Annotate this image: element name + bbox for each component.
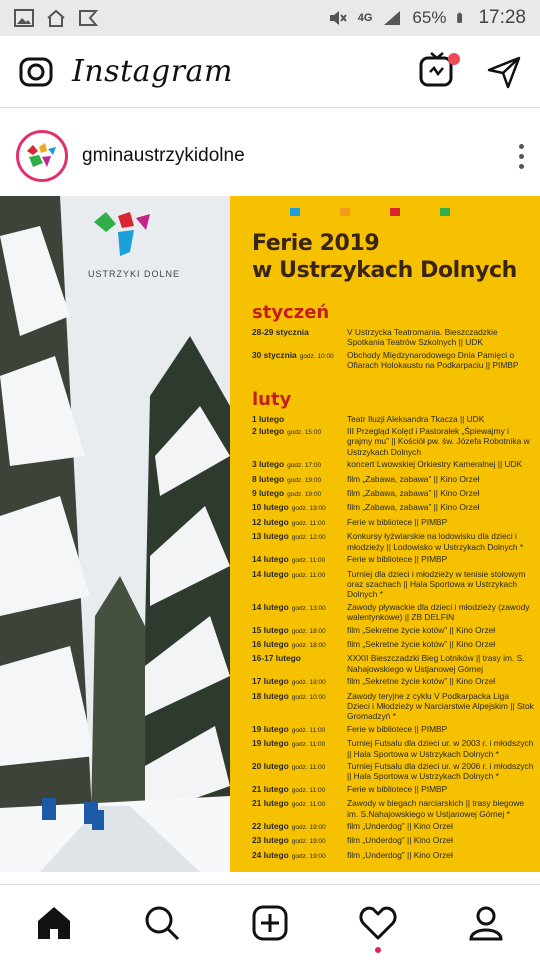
event-row [230, 569, 540, 600]
search-icon [144, 905, 180, 941]
signal-icon [382, 9, 402, 27]
event-date-text: 17 lutego [252, 676, 289, 687]
event-text: Turniej Futsalu dla dzieci ur. w 2006 r. i młodszych || Hala Sportowa w Ustrzykach Dolnych * [347, 761, 534, 782]
event-date-text: 21 lutego [252, 798, 289, 809]
event-text: Turniej dla dzieci i młodzieży w tenisie stołowym oraz szachach || Hala Sportowa w Ustrzykach Dolnych * [347, 568, 526, 600]
event-row [230, 474, 540, 486]
event-text: film „Sekretne życie kotów” || Kino Orzeł [347, 676, 496, 687]
event-text: film „Sekretne życie kotów” || Kino Orzeł [347, 624, 496, 635]
event-text: III Przegląd Kolęd i Pastorałek „Śpiewajmy i grajmy mu” || Kościół pw. św. Józefa Robotnika w Ustrzykach Dolnych [347, 426, 530, 457]
event-time: godz. 11:00 [291, 571, 326, 579]
event-row [230, 488, 540, 500]
event-time: godz. 18:00 [291, 627, 326, 635]
nav-search[interactable] [142, 903, 182, 943]
event-text: film „Underdog” || Kino Orzeł [347, 821, 453, 832]
event-time: godz. 19:00 [291, 852, 326, 860]
event-text: Ferie w bibliotece || PIMBP [347, 516, 448, 527]
month-january: styczeń [252, 302, 330, 323]
event-time: godz. 18:00 [291, 641, 326, 649]
event-date-text: 16 lutego [252, 638, 289, 649]
profile-icon [468, 905, 504, 941]
event-date [252, 426, 347, 457]
network-type: 4G [357, 12, 373, 24]
event-text: koncert Lwowskiej Orkiestry Kameralnej || UDK [347, 459, 523, 470]
camera-icon[interactable] [18, 54, 54, 90]
event-row [230, 738, 540, 759]
event-text: Teatr Iluzji Aleksandra Tkacza || UDK [347, 413, 485, 424]
event-date [252, 724, 347, 736]
color-dots [290, 208, 540, 216]
nav-profile[interactable] [466, 903, 506, 943]
event-time: godz. 18:00 [291, 679, 326, 687]
event-date-text: 24 lutego [252, 849, 289, 860]
igtv-button[interactable] [418, 50, 456, 93]
event-date [252, 602, 347, 623]
forest-illustration [0, 196, 230, 872]
event-time: godz. 11:00 [291, 519, 326, 527]
event-text: Ferie w bibliotece || PIMBP [347, 554, 448, 565]
event-time: godz. 11:00 [291, 764, 326, 771]
event-text: film „Underdog” || Kino Orzeł [347, 835, 453, 846]
event-date [252, 474, 347, 486]
event-date [252, 459, 347, 471]
event-date-text: 2 lutego [252, 426, 285, 437]
event-time: godz. 11:00 [291, 786, 326, 794]
post-header [0, 122, 540, 190]
event-text: Obchody Międzynarodowego Dnia Pamięci o Ofiarach Holokaustu na Podkarpaciu || PIMBP [347, 349, 519, 371]
event-text: Konkursy łyżwiarskie na lodowisku dla dzieci i młodzieży || Lodowisko w Ustrzykach Dolnych * [347, 531, 524, 552]
home-icon [36, 905, 72, 941]
event-row [230, 835, 540, 847]
event-row [230, 459, 540, 471]
mute-icon [328, 9, 348, 27]
event-text: Zawody teryjne z cyklu V Podkarpacka Liga Dzieci i Młodzieży w Narciarstwie Alpejskim || Stok Gromadzyń * [347, 690, 534, 722]
event-row [230, 327, 540, 348]
event-date [252, 676, 347, 688]
post-image[interactable] [0, 196, 540, 872]
event-date-text: 18 lutego [252, 690, 289, 701]
avatar[interactable] [16, 130, 68, 182]
battery-icon [456, 9, 468, 27]
event-date [252, 691, 347, 722]
poster-title-line1: Ferie 2019 [252, 231, 380, 256]
event-date-text: 14 lutego [252, 568, 289, 579]
event-text: film „Underdog” || Kino Orzeł [347, 849, 453, 860]
event-time: godz. 17:00 [287, 462, 322, 470]
event-time: godz. 10:00 [299, 352, 334, 360]
event-date-text: 19 lutego [252, 738, 289, 749]
event-date [252, 625, 347, 637]
event-date-text: 23 lutego [252, 835, 289, 846]
event-date [252, 798, 347, 819]
event-time: godz. 11:00 [291, 726, 326, 734]
event-row [230, 653, 540, 674]
event-time: godz. 11:00 [291, 741, 326, 749]
battery-percent: 65% [412, 8, 447, 27]
more-options-icon[interactable] [518, 144, 524, 169]
event-date-text: 19 lutego [252, 723, 289, 734]
activity-notification-dot [375, 947, 381, 953]
add-post-icon [252, 905, 288, 941]
month-february: luty [252, 388, 292, 410]
event-row [230, 350, 540, 371]
event-time: godz. 11:00 [291, 801, 326, 809]
event-text: Ferie w bibliotece || PIMBP [347, 723, 448, 734]
event-time: godz. 13:00 [291, 604, 326, 612]
poster-title [252, 230, 540, 284]
event-row [230, 691, 540, 722]
event-row [230, 602, 540, 623]
event-date [252, 350, 347, 371]
event-date-text: 12 lutego [252, 516, 289, 527]
event-time: godz. 19:00 [291, 838, 326, 846]
event-row [230, 821, 540, 833]
event-date-text: 1 lutego [252, 413, 285, 424]
winter-forest-photo [0, 196, 230, 872]
event-text: Turniej Futsalu dla dzieci ur. w 2003 r. i młodszych || Hala Sportowa w Ustrzykach Dolnych * [347, 738, 534, 759]
event-time: godz. 11:00 [291, 557, 326, 565]
event-date [252, 821, 347, 833]
event-date-text: 10 lutego [252, 502, 289, 513]
event-date-text: 30 stycznia [252, 349, 297, 360]
event-date-text: 14 lutego [252, 601, 289, 612]
event-date [252, 653, 347, 674]
event-time: godz. 12:00 [291, 534, 326, 542]
photo-icon [14, 9, 34, 27]
event-text: Zawody w biegach narciarskich || trasy biegowe im. S.Nahajowskiego w Ustjanowej Górnej * [347, 798, 525, 819]
event-date [252, 569, 347, 600]
poster-panel [230, 196, 540, 872]
nav-home[interactable] [34, 903, 74, 943]
bottom-nav [0, 884, 540, 960]
event-date [252, 639, 347, 651]
event-date-text: 15 lutego [252, 624, 289, 635]
event-date [252, 761, 347, 782]
event-row [230, 761, 540, 782]
event-time: godz. 19:00 [291, 824, 326, 832]
event-date-text: 22 lutego [252, 821, 289, 832]
january-events [230, 327, 540, 371]
app-header [0, 36, 540, 108]
event-date-text: 16-17 lutego [252, 653, 301, 664]
event-row [230, 554, 540, 566]
event-row [230, 414, 540, 424]
event-time: godz. 10:00 [291, 693, 326, 701]
event-date [252, 738, 347, 759]
event-row [230, 426, 540, 457]
event-date-text: 8 lutego [252, 473, 285, 484]
home-status-icon [46, 9, 66, 27]
event-date [252, 554, 347, 566]
event-time: godz. 15:00 [287, 429, 322, 437]
event-date [252, 327, 347, 348]
event-text: V Ustrzycka Teatromania. Bieszczadzkie Spotkania Teatrów Szkolnych || UDK [347, 327, 498, 348]
event-time: godz. 19:00 [291, 505, 326, 513]
nav-add-post[interactable] [250, 903, 290, 943]
event-date [252, 784, 347, 796]
event-time: godz. 19:00 [287, 491, 322, 499]
direct-message-icon[interactable] [486, 54, 522, 90]
ustrzyki-logo-icon [25, 141, 59, 171]
app-logo: Instagram [72, 54, 233, 89]
event-row [230, 724, 540, 736]
event-text: film „Zabawa, zabawa” || Kino Orzeł [347, 488, 480, 499]
event-row [230, 531, 540, 552]
event-row [230, 639, 540, 651]
gallery-icon [78, 9, 98, 27]
event-text: XXXII Bieszczadzki Bieg Lotników || trasy im. S. Nahajowskiego w Ustjanowej Górnej [347, 653, 525, 674]
event-text: film „Sekretne życie kotów” || Kino Orzeł [347, 638, 496, 649]
event-row [230, 625, 540, 637]
igtv-notification-dot [448, 53, 460, 65]
event-date [252, 531, 347, 552]
status-bar [0, 0, 540, 36]
event-date-text: 3 lutego [252, 459, 285, 470]
february-events [230, 414, 540, 863]
event-date-text: 20 lutego [252, 761, 289, 771]
event-text: Ferie w bibliotece || PIMBP [347, 783, 448, 794]
event-text: film „Zabawa, zabawa” || Kino Orzeł [347, 502, 480, 513]
event-row [230, 517, 540, 529]
nav-activity[interactable] [358, 903, 398, 943]
event-date-text: 21 lutego [252, 783, 289, 794]
activity-heart-icon [359, 905, 397, 941]
event-date [252, 835, 347, 847]
event-row [230, 502, 540, 514]
event-date [252, 850, 347, 862]
brand-label: USTRZYKI DOLNE [88, 269, 181, 279]
event-row [230, 798, 540, 819]
event-date [252, 414, 347, 424]
event-row [230, 784, 540, 796]
event-row [230, 676, 540, 688]
event-date [252, 502, 347, 514]
event-date-text: 13 lutego [252, 531, 289, 542]
poster-title-line2: w Ustrzykach Dolnych [252, 258, 517, 283]
event-date [252, 488, 347, 500]
event-date-text: 14 lutego [252, 554, 289, 565]
event-date-text: 9 lutego [252, 488, 285, 499]
event-date [252, 517, 347, 529]
event-row [230, 850, 540, 862]
event-time: godz. 19:00 [287, 476, 322, 484]
post-username[interactable]: gminaustrzykidolne [82, 145, 245, 166]
event-date-text: 28-29 stycznia [252, 327, 309, 337]
status-time: 17:28 [478, 7, 526, 28]
event-text: film „Zabawa, zabawa” || Kino Orzeł [347, 473, 480, 484]
event-text: Zawody pływackie dla dzieci i młodzieży (zawody walentynkowe) || ZB DELFIN [347, 601, 530, 623]
